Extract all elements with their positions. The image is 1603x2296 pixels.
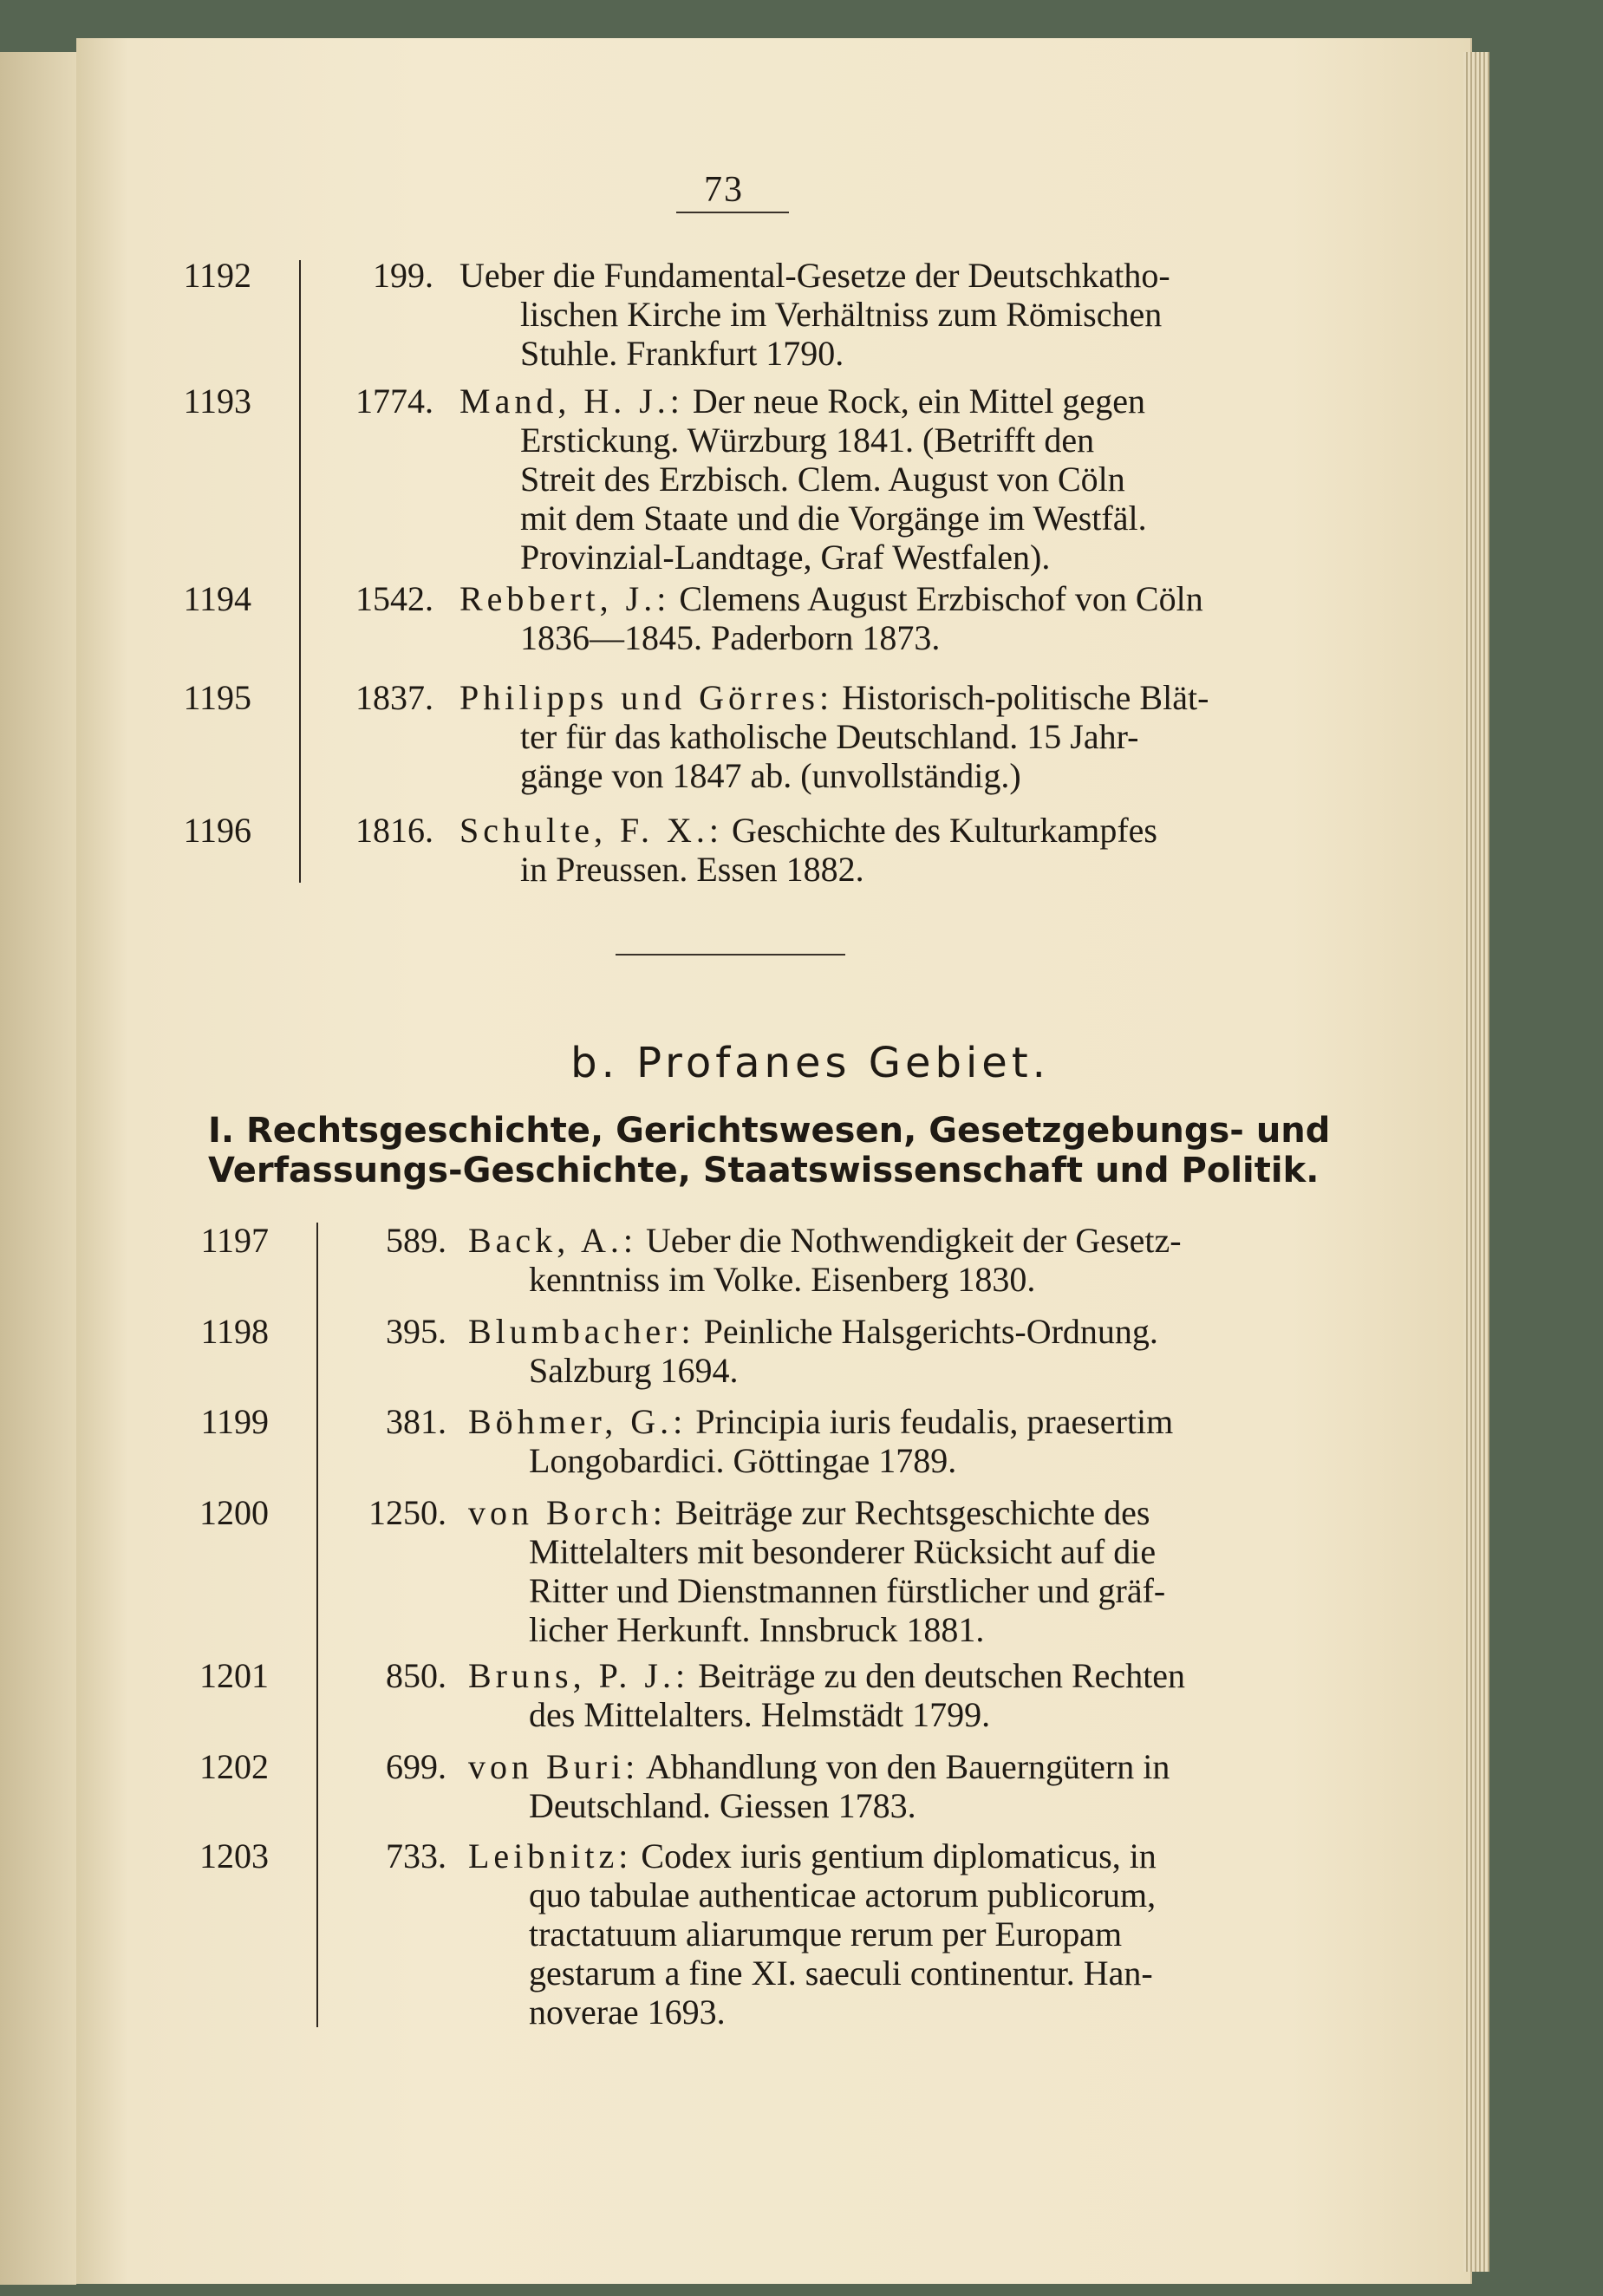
entry-line [459,382,1147,421]
entry-number: 1198 [200,1312,269,1351]
entry-line-text: Mittelalters mit besonderer Rücksicht auf die [529,1532,1157,1571]
column-rule-1 [299,260,301,883]
entry-line [459,256,1170,295]
entry-line [468,1493,1165,1532]
entry-line-text: Longobardici. Göttingae 1789. [529,1441,957,1480]
entry-line-text: Stuhle. Frankfurt 1790. [520,334,844,373]
entry-line [468,1402,1173,1441]
entry-line-text: Codex iuris gentium diplomaticus, in [632,1836,1157,1875]
entry-number: 1195 [183,678,251,717]
entry-line [468,1571,1165,1610]
entry-line [468,1221,1182,1260]
entry-number: 1192 [183,256,251,295]
entry-shelfmark: 1250. [368,1493,446,1532]
page-stack-edges [1463,52,1489,2272]
entry-author: Rebbert, J.: [459,579,671,618]
entry-line-text: tractatuum aliarumque rerum per Europam [529,1914,1123,1954]
entry-text [459,678,1209,795]
entry-line [468,1954,1157,1993]
entry-line-text: lischen Kirche im Verhältniss zum Römischen [520,295,1163,334]
entry-author: Böhmer, G.: [468,1402,687,1441]
entry-line-text: Erstickung. Würzburg 1841. (Betrifft den [520,421,1095,460]
entry-line [459,334,1170,373]
entry-line [459,618,1203,657]
entry-text [468,1493,1165,1649]
entry-line-text: Historisch-politische Blät- [833,678,1209,717]
column-rule-2 [316,1223,318,2027]
entry-shelfmark: 395. [386,1312,446,1351]
entry-line [468,1914,1157,1954]
entry-line-text: Provinzial-Landtage, Graf Westfalen). [520,538,1051,577]
entry-line-text: Peinliche Halsgerichts-Ordnung. [694,1312,1158,1351]
entry-author: von Buri: [468,1747,640,1786]
entry-text [459,579,1203,657]
entry-text [459,256,1170,373]
entry-line-text: Beiträge zu den deutschen Rechten [689,1656,1186,1695]
entry-shelfmark: 589. [386,1221,446,1260]
section-separator [616,954,845,956]
entry-number: 1202 [199,1747,269,1786]
entry-author: Bruns, P. J.: [468,1656,690,1695]
entry-shelfmark: 1542. [355,579,433,618]
entry-number: 1197 [200,1221,269,1260]
entry-line-text: in Preussen. Essen 1882. [520,850,864,889]
section-heading: b. Profanes Gebiet. [570,1039,1050,1087]
entry-line-text: quo tabulae authenticae actorum publicorum, [529,1875,1157,1914]
entry-author: Blumbacher: [468,1312,695,1351]
entry-line-text: kenntniss im Volke. Eisenberg 1830. [529,1260,1036,1299]
entry-author: Back, A.: [468,1221,637,1260]
entry-line [459,678,1209,717]
entry-line-text: licher Herkunft. Innsbruck 1881. [529,1610,985,1649]
entry-line-text: Der neue Rock, ein Mittel gegen [683,382,1145,421]
entry-line [468,1312,1158,1351]
entry-line-text: Geschichte des Kulturkampfes [723,811,1157,850]
entry-line-text: Ritter und Dienstmannen fürstlicher und gräf- [529,1571,1166,1610]
entry-shelfmark: 381. [386,1402,446,1441]
entry-line [459,579,1203,618]
entry-shelfmark: 199. [373,256,433,295]
entry-line [459,717,1209,756]
entry-line-text: Salzburg 1694. [529,1351,739,1390]
entry-number: 1196 [183,811,251,850]
entry-line-text: Abhandlung von den Bauerngütern in [639,1747,1170,1786]
entry-line [468,1993,1157,2032]
entry-line [459,756,1209,795]
entry-line-text: Principia iuris feudalis, praesertim [687,1402,1174,1441]
entry-line-text: mit dem Staate und die Vorgänge im Westfäl. [520,499,1147,538]
entry-line [468,1786,1170,1825]
entry-author: Philipps und Görres: [459,678,834,717]
entry-line [459,460,1147,499]
entry-text [459,382,1147,577]
entry-line-text: Clemens August Erzbischof von Cöln [670,579,1203,618]
entry-number: 1201 [199,1656,269,1695]
entry-number: 1203 [199,1836,269,1875]
entry-shelfmark: 1837. [355,678,433,717]
entry-line [459,295,1170,334]
entry-text [468,1836,1157,2032]
entry-line [468,1610,1165,1649]
entry-line-text: 1836—1845. Paderborn 1873. [520,618,941,657]
entry-line [459,850,1157,889]
entry-text [468,1747,1170,1825]
entry-line-text: noverae 1693. [529,1993,726,2032]
entry-number: 1194 [183,579,251,618]
entry-line [468,1441,1173,1480]
entry-line-text: Deutschland. Giessen 1783. [529,1786,916,1825]
entry-line-text: gestarum a fine XI. saeculi continentur. Han- [529,1954,1153,1993]
entry-line [468,1836,1157,1875]
entry-text [468,1656,1185,1734]
subsection-heading-line-2: Verfassungs-Geschichte, Staatswissenschaft und Politik. [208,1151,1320,1190]
entry-text [468,1221,1182,1299]
entry-shelfmark: 733. [386,1836,446,1875]
entry-line-text: Ueber die Fundamental-Gesetze der Deutschkatho- [459,256,1170,295]
entry-line [468,1747,1170,1786]
entry-line [459,499,1147,538]
entry-author: Leibnitz: [468,1836,633,1875]
entry-line-text: Ueber die Nothwendigkeit der Gesetz- [636,1221,1182,1260]
subsection-heading-line-1: I. Rechtsgeschichte, Gerichtswesen, Gesetzgebungs- und [208,1111,1331,1151]
entry-line-text: Beiträge zur Rechtsgeschichte des [666,1493,1150,1532]
entry-line [468,1695,1185,1734]
entry-number: 1200 [199,1493,269,1532]
entry-line [468,1656,1185,1695]
entry-shelfmark: 1774. [355,382,433,421]
left-page-edge [0,52,76,2285]
entry-line [459,538,1147,577]
entry-line [468,1351,1158,1390]
page-number-underline [676,212,789,213]
entry-line-text: Streit des Erzbisch. Clem. August von Cöln [520,460,1125,499]
entry-author: Schulte, F. X.: [459,811,724,850]
entry-shelfmark: 699. [386,1747,446,1786]
entry-line [468,1532,1165,1571]
entry-line [459,811,1157,850]
entry-line [468,1260,1182,1299]
entry-shelfmark: 1816. [355,811,433,850]
entry-text [468,1312,1158,1390]
entry-number: 1199 [200,1402,269,1441]
entry-shelfmark: 850. [386,1656,446,1695]
entry-line-text: des Mittelalters. Helmstädt 1799. [529,1695,991,1734]
entry-line [468,1875,1157,1914]
entry-line [459,421,1147,460]
entry-author: von Borch: [468,1493,667,1532]
entry-line-text: ter für das katholische Deutschland. 15 Jahr- [520,717,1139,756]
entry-number: 1193 [183,382,251,421]
entry-text [459,811,1157,889]
page-number: 73 [704,170,744,210]
entry-author: Mand, H. J.: [459,382,684,421]
entry-text [468,1402,1173,1480]
entry-line-text: gänge von 1847 ab. (unvollständig.) [520,756,1021,795]
